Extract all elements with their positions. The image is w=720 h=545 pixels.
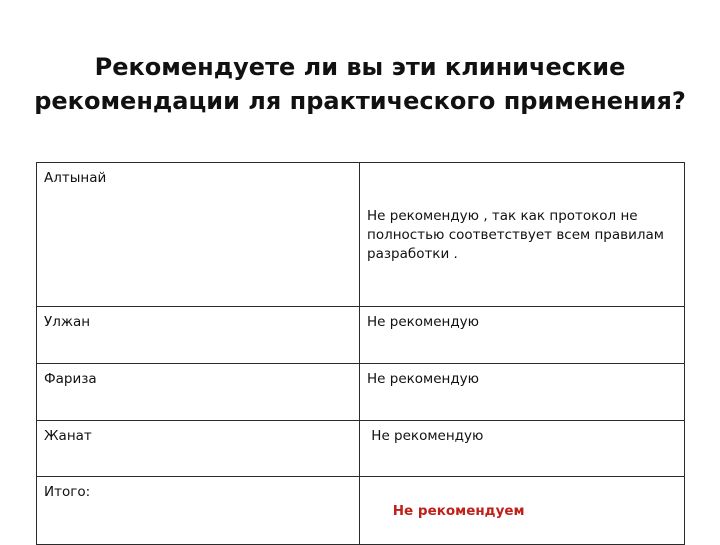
- recommendations-table: [36, 162, 685, 545]
- respondent-name-cell: Улжан: [37, 307, 360, 364]
- table-row: [37, 364, 685, 421]
- respondent-name-cell: Жанат: [37, 421, 360, 477]
- table-row: [37, 421, 685, 477]
- verdict-cell: Не рекомендую: [360, 421, 685, 477]
- verdict-cell: Не рекомендую: [360, 364, 685, 421]
- table-row: [37, 163, 685, 307]
- verdict-cell: [360, 163, 685, 307]
- verdict-text: Не рекомендую , так как протокол не полностью соответствует всем правилам разработки .: [367, 208, 669, 262]
- table-row-total: [37, 477, 685, 545]
- title-line-1: Рекомендуете ли вы эти клинические: [94, 53, 626, 81]
- verdict-cell: Не рекомендую: [360, 307, 685, 364]
- table-row: [37, 307, 685, 364]
- title-line-2: рекомендации ля практического применения?: [34, 87, 686, 115]
- total-label-cell: Итого:: [37, 477, 360, 545]
- total-verdict-cell: [360, 477, 685, 545]
- respondent-name-cell: Фариза: [37, 364, 360, 421]
- respondent-name-cell: Алтынай: [37, 163, 360, 307]
- slide-title: [20, 50, 700, 118]
- total-verdict: Не рекомендуем: [392, 503, 525, 519]
